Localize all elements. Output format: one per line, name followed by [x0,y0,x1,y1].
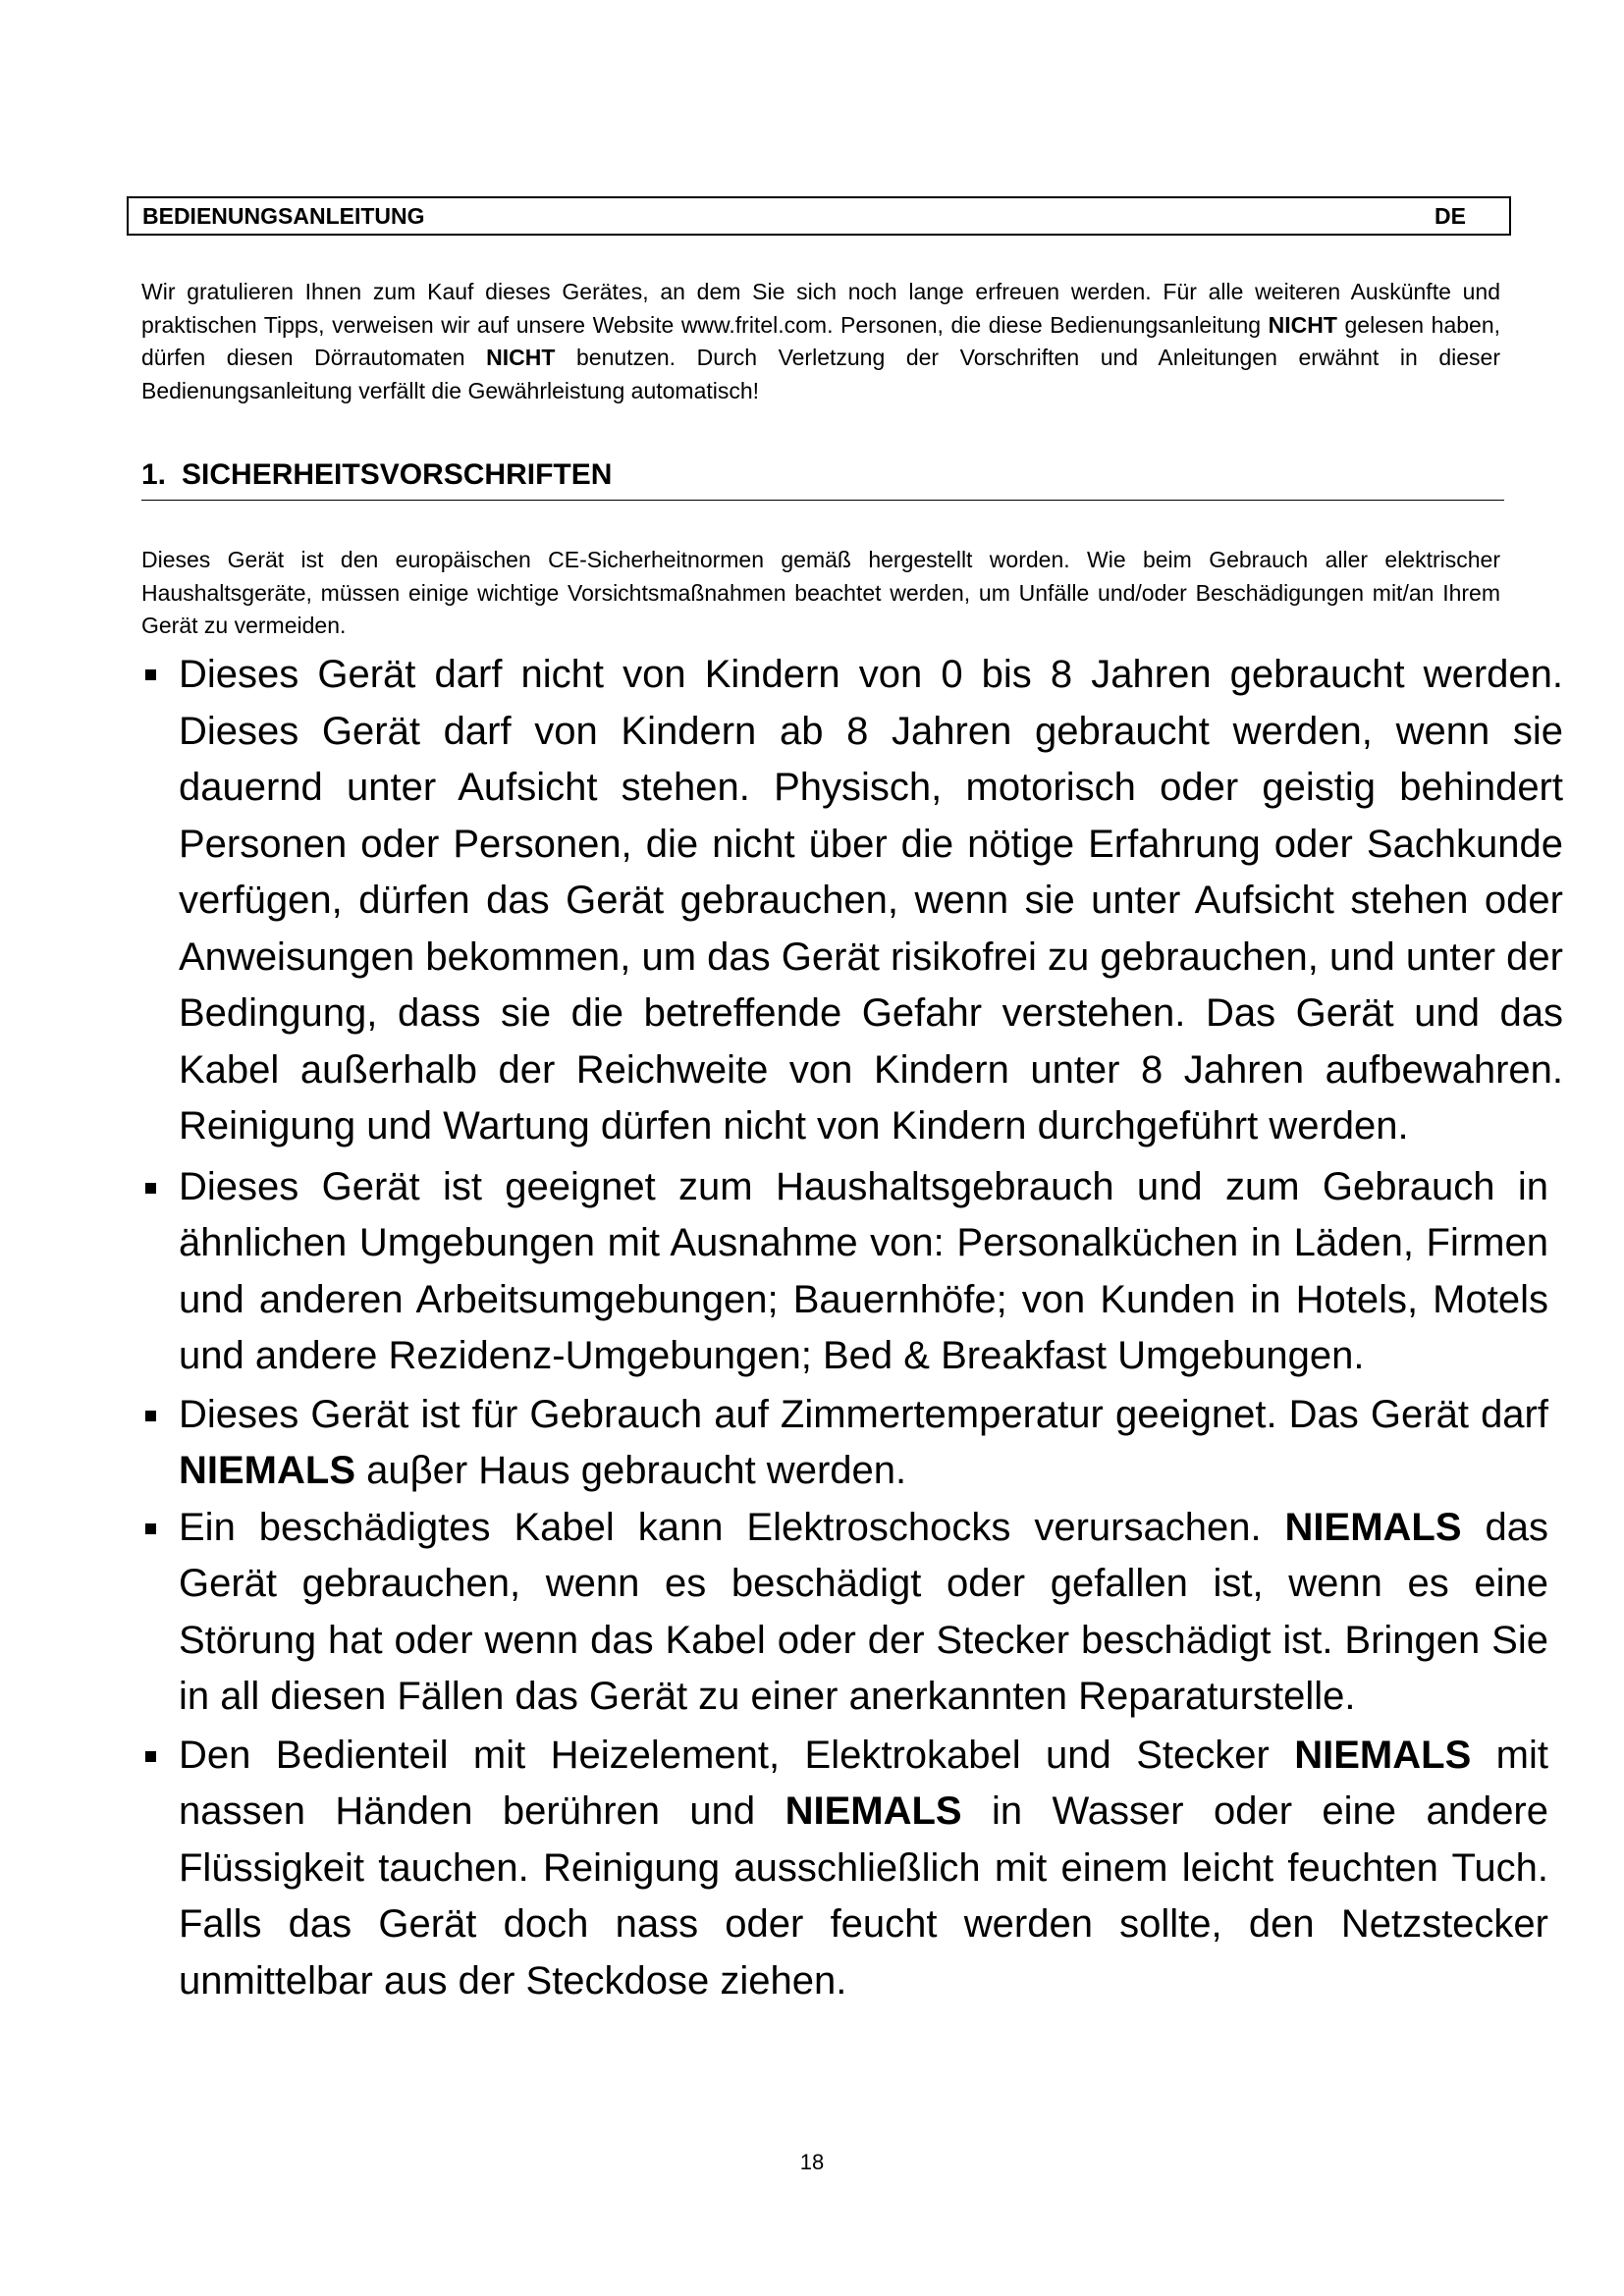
section-number: 1. [141,458,167,491]
manual-title: BEDIENUNGSANLEITUNG [142,202,425,229]
rule-text-part: Dieses Gerät ist für Gebrauch auf Zimmertemperatur geeignet. Das Gerät darf [179,1392,1548,1436]
square-bullet-icon [145,1411,156,1421]
square-bullet-icon [145,1183,156,1194]
rule-text-part: in Wasser oder eine andere Flüssigkeit tauchen. Reinigung ausschließlich mit einem leicht feuchten Tuch. Falls das Gerät doch nass oder feucht werden sollte, den Netzstecker unmittelbar aus der Steckdose ziehen. [179,1789,1549,2002]
section-heading [141,450,1504,501]
rule-text-part: auβer Haus gebraucht werden. [355,1449,907,1492]
intro-text-1: Wir gratulieren Ihnen zum Kauf dieses Gerätes, an dem Sie sich noch lange erfreuen werden. Für alle weiteren Auskünfte und praktischen Tipps, verweisen wir auf unsere Website www.fritel.com. Personen, die diese Bedienungsanleitung [141,279,1500,338]
rule-emphasis: NIEMALS [785,1789,962,1833]
rule-text-part: Ein beschädigtes Kabel kann Elektroschocks verursachen. [179,1505,1285,1549]
rule-text-part: das Gerät gebrauchen, wenn es beschädigt oder gefallen ist, wenn es eine Störung hat oder wenn das Kabel oder der Stecker beschädigt ist. Bringen Sie in all diesen Fällen das Gerät zu einer anerkannten Reparaturstelle. [179,1505,1548,1718]
safety-rules-list [142,647,1586,2009]
rule-text [179,1728,1548,2010]
square-bullet-icon [145,1523,156,1534]
square-bullet-icon [145,1751,156,1762]
rule-emphasis: NIEMALS [1294,1733,1472,1777]
rule-text: Dieses Gerät darf nicht von Kindern von 0 bis 8 Jahren gebraucht werden. Dieses Gerät darf von Kindern ab 8 Jahren gebraucht werden, wenn sie dauernd unter Aufsicht stehen. Physisch, motorisch oder geistig behindert Personen oder Personen, die nicht über die nötige Erfahrung oder Sachkunde verfügen, dürfen das Gerät gebrauchen, wenn sie unter Aufsicht stehen oder Anweisungen bekommen, um das Gerät risikofrei zu gebrauchen, und unter der Bedingung, dass sie die betreffende Gefahr verstehen. Das Gerät und das Kabel außerhalb der Reichweite von Kindern unter 8 Jahren aufbewahren. Reinigung und Wartung dürfen nicht von Kindern durchgeführt werden. [179,653,1563,1148]
square-bullet-icon [145,669,156,680]
section-title: SICHERHEITSVORSCHRIFTEN [182,458,613,491]
safety-rule-children [142,647,1586,1155]
safety-rule-wet-hands [142,1728,1586,2010]
intro-paragraph [141,276,1500,407]
rule-text: Dieses Gerät ist geeignet zum Haushaltsgebrauch und zum Gebrauch in ähnlichen Umgebungen mit Ausnahme von: Personalküchen in Läden, Firmen und anderen Arbeitsumgebungen; Bauernhöfe; von Kunden in Hotels, Motels und andere Rezidenz-Umgebungen; Bed & Breakfast Umgebungen. [179,1164,1548,1377]
intro-text-3: benutzen. Durch Verletzung der Vorschriften und Anleitungen erwähnt in dieser Bedienungsanleitung verfällt die Gewährleistung automatisch! [141,345,1500,403]
intro-text-2: gelesen haben, dürfen diesen Dörrautomaten [141,311,1500,370]
safety-intro-paragraph: Dieses Gerät ist den europäischen CE-Sicherheitnormen gemäß hergestellt worden. Wie beim Gebrauch aller elektrischer Haushaltsgeräte, müssen einige wichtige Vorsichtsmaßnahmen beachtet werden, um Unfälle und/oder Beschädigungen mit/an Ihrem Gerät zu vermeiden. [141,547,1500,638]
rule-text [179,1500,1548,1726]
safety-rule-household-use [142,1159,1586,1385]
safety-rule-damaged-cable [142,1500,1586,1726]
language-code: DE [1435,202,1466,229]
rule-text-part: Den Bedienteil mit Heizelement, Elektrokabel und Stecker [179,1733,1295,1777]
rule-text-part: mit nassen Händen berühren und [179,1733,1548,1833]
intro-emphasis-2: NICHT [486,345,556,370]
manual-header-box [127,196,1511,236]
page-number: 18 [799,2150,825,2174]
rule-emphasis: NIEMALS [179,1449,355,1492]
rule-emphasis: NIEMALS [1284,1505,1462,1549]
safety-rule-room-temperature [142,1387,1586,1500]
rule-text [179,1387,1548,1500]
intro-emphasis-1: NICHT [1268,311,1337,338]
